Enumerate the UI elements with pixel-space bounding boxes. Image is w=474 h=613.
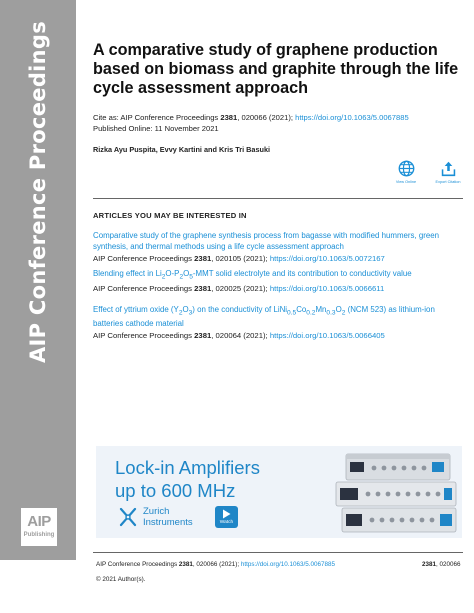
ad-brand-name: [143, 506, 193, 528]
aip-publishing-logo[interactable]: [21, 508, 57, 546]
divider-bottom: [93, 552, 463, 553]
title-part: (NCM 523) as lithium-ion batteries cathode material: [93, 305, 435, 329]
title-part: O-P: [165, 269, 180, 278]
footer-pages: , 020066 (2021);: [192, 561, 241, 568]
cite-volume: 2381: [220, 113, 238, 122]
article-journal: AIP Conference Proceedings: [93, 284, 195, 294]
title-subscript: 2: [341, 309, 346, 317]
cite-rest: , 020066 (2021);: [237, 113, 296, 122]
journal-title: AIP Conference Proceedings: [26, 20, 50, 364]
title-part: Effect of yttrium oxide (Y: [93, 305, 179, 314]
watch-video-button[interactable]: [215, 506, 238, 528]
article-volume: 2381: [194, 253, 212, 263]
related-article-citation: [93, 284, 465, 295]
author-list: Rizka Ayu Puspita, Evvy Kartini and Kris Tri Basuki: [93, 145, 271, 154]
watch-label: Watch: [219, 520, 234, 525]
article-journal: AIP Conference Proceedings: [93, 331, 195, 341]
title-part: Mn: [315, 305, 327, 314]
article-doi-link[interactable]: https://doi.org/10.1063/5.0066611: [269, 284, 385, 294]
ad-headline: [115, 456, 260, 502]
title-part: ) on the conductivity of LiNi: [192, 305, 288, 314]
related-article-citation: [93, 254, 465, 265]
related-articles-heading: ARTICLES YOU MAY BE INTERESTED IN: [93, 211, 247, 220]
export-citation-label: Export Citation: [435, 180, 461, 184]
advertisement-banner[interactable]: [96, 446, 462, 538]
article-volume: 2381: [194, 331, 212, 341]
copyright-notice: © 2021 Author(s).: [96, 576, 146, 583]
play-icon: [222, 509, 231, 519]
title-subscript: 2: [179, 273, 184, 281]
zurich-instruments-logo-icon: [118, 506, 138, 528]
title-subscript: 3: [188, 309, 193, 317]
related-article-citation: [93, 331, 465, 342]
journal-sidebar: [0, 0, 76, 560]
related-article-title-link[interactable]: Comparative study of the graphene synthesis process from bagasse with modified hummers, green synthesis, and thermal methods using a life cycle assessment approach: [93, 231, 440, 251]
footer-journal: AIP Conference Proceedings: [96, 561, 179, 568]
cite-doi-link[interactable]: https://doi.org/10.1063/5.0067885: [295, 113, 409, 122]
article-pages: , 020025 (2021);: [211, 284, 270, 294]
title-subscript: 2: [178, 309, 183, 317]
footer-page-id: , 020066: [436, 561, 461, 568]
title-subscript: 2: [161, 273, 166, 281]
related-article-title-link[interactable]: [93, 305, 465, 330]
title-part: Blending effect in Li: [93, 269, 162, 278]
view-online-button[interactable]: [386, 160, 426, 184]
related-article: [93, 305, 465, 342]
article-journal: AIP Conference Proceedings: [93, 253, 195, 263]
title-part: O: [335, 305, 342, 314]
title-part: -MMT solid electrolyte and its contribution to conductivity value: [192, 269, 412, 278]
footer-page-volume: 2381: [422, 561, 437, 568]
paper-title: A comparative study of graphene production based on biomass and graphite through the life cycle assessment approach: [93, 41, 459, 97]
title-part: Co: [296, 305, 307, 314]
article-doi-link[interactable]: https://doi.org/10.1063/5.0072167: [269, 253, 385, 263]
footer-volume: 2381: [178, 561, 193, 568]
lock-in-amplifier-instruments-image: [334, 448, 462, 538]
title-subscript: 5: [189, 273, 193, 281]
ad-brand-line: Zurich: [143, 506, 170, 517]
published-date: Published Online: 11 November 2021: [93, 124, 219, 133]
divider-top: [93, 198, 463, 199]
article-pages: , 020105 (2021);: [211, 253, 270, 263]
ad-brand-line: Instruments: [143, 517, 193, 528]
ad-headline-line: up to 600 MHz: [115, 480, 236, 501]
cite-prefix: Cite as: AIP Conference Proceedings: [93, 113, 221, 122]
title-subscript: 0.5: [287, 309, 297, 317]
related-article: [93, 231, 465, 264]
article-pages: , 020064 (2021);: [211, 331, 270, 341]
footer-doi-link[interactable]: https://doi.org/10.1063/5.0067885: [240, 561, 336, 568]
related-article: [93, 269, 465, 295]
title-subscript: 0.2: [306, 309, 316, 317]
logo-main-text: AIP: [27, 513, 51, 530]
footer-page-number: [422, 561, 461, 568]
logo-sub-text: Publishing: [23, 532, 55, 538]
article-volume: 2381: [194, 284, 212, 294]
ad-headline-line: Lock-in Amplifiers: [115, 457, 260, 478]
title-subscript: 0.3: [326, 309, 336, 317]
footer-citation: [96, 561, 335, 568]
title-part: O: [183, 269, 190, 278]
globe-icon: [398, 160, 415, 177]
export-icon: [440, 160, 457, 177]
export-citation-button[interactable]: [428, 160, 468, 184]
title-part: O: [182, 305, 189, 314]
view-online-label: View Online: [395, 180, 417, 184]
citation-line: [93, 113, 409, 124]
article-doi-link[interactable]: https://doi.org/10.1063/5.0066405: [269, 331, 385, 341]
related-article-title-link[interactable]: [93, 269, 465, 283]
